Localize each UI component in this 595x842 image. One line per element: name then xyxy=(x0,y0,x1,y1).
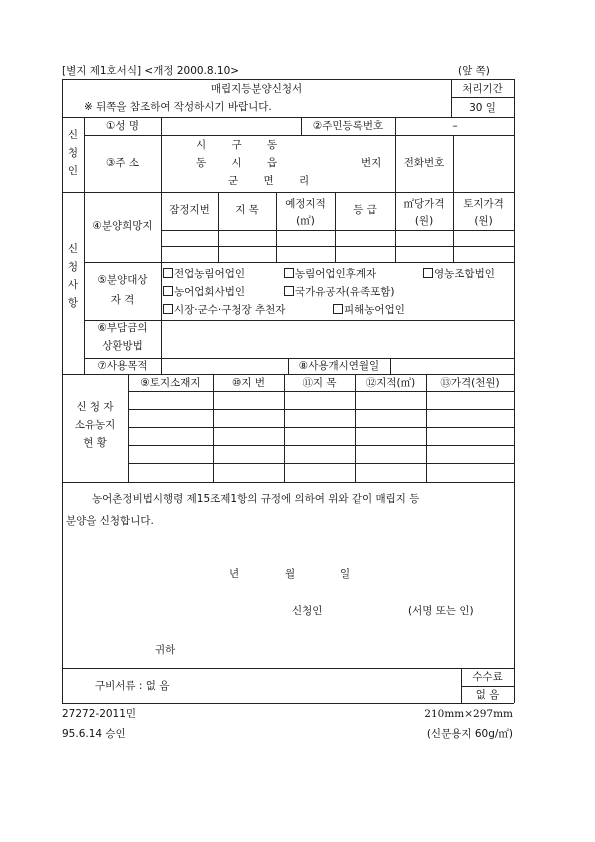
address-line-1: 시 구 동 xyxy=(196,139,278,151)
address-line-2: 동 시 읍 xyxy=(196,157,278,169)
name-label: ①성 명 xyxy=(105,120,140,132)
rrn-label: ②주민등록번호 xyxy=(312,120,384,132)
processing-period-label: 처리기간 xyxy=(462,83,503,95)
repayment-field[interactable] xyxy=(162,321,513,357)
col-lot-number: ⑩지 번 xyxy=(231,377,266,389)
col-category: ⑪지 목 xyxy=(302,377,337,389)
purpose-label: ⑦사용목적 xyxy=(97,360,148,372)
holdings-label-2: 소유농지 xyxy=(74,419,116,431)
checkbox[interactable] xyxy=(163,286,173,296)
col-grade: 등 급 xyxy=(353,204,377,216)
option-fulltime-farmer[interactable]: 전업농림어업인 xyxy=(163,268,245,280)
approval-date: 95.6.14 승인 xyxy=(62,728,126,740)
holdings-label-3: 현 황 xyxy=(83,437,107,449)
purpose-field[interactable] xyxy=(162,359,287,373)
declaration-line-2: 분양을 신청합니다. xyxy=(66,515,154,527)
paper-type: (신문용지 60g/㎡) xyxy=(426,728,513,740)
option-damaged-farmer[interactable]: 피해농어업인 xyxy=(333,304,405,316)
request-section-label: 신청사항 xyxy=(67,243,79,309)
date-year: 년 xyxy=(229,568,240,580)
col-provisional-lot: 잠정지번 xyxy=(169,204,210,216)
address-label: ③주 소 xyxy=(105,157,140,169)
form-number: 27272-2011민 xyxy=(62,708,137,720)
option-farming-union[interactable]: 영농조합법인 xyxy=(423,268,495,280)
col-price: ⑬가격(천원) xyxy=(440,377,500,389)
address-line-3: 군 면 리 xyxy=(228,175,310,187)
required-documents: 구비서류 : 없 음 xyxy=(95,680,170,692)
applicant-signature-label: 신청인 xyxy=(292,605,323,617)
addressee: 귀하 xyxy=(155,644,176,656)
name-field[interactable] xyxy=(162,118,300,134)
checkbox[interactable] xyxy=(163,268,173,278)
fee-label: 수수료 xyxy=(472,671,503,683)
holdings-label-1: 신 청 자 xyxy=(76,401,114,413)
phone-label: 전화번호 xyxy=(403,157,445,169)
col-planned-area: 예정지적 (㎡) xyxy=(285,198,326,227)
checkbox[interactable] xyxy=(163,304,173,314)
instruction-note: ※ 뒤쪽을 참조하여 작성하시기 바랍니다. xyxy=(84,101,272,113)
declaration-line-1: 농어촌정비법시행령 제15조제1항의 규정에 의하여 위와 같이 매립지 등 xyxy=(92,493,420,505)
signature-note: (서명 또는 인) xyxy=(408,605,474,617)
option-national-merit[interactable]: 국가유공자(유족포함) xyxy=(284,286,394,298)
option-agri-company[interactable]: 농어업회사법인 xyxy=(163,286,245,298)
phone-field[interactable] xyxy=(454,136,513,191)
option-successor[interactable]: 농림어업인후계자 xyxy=(284,268,376,280)
lot-number-label: 번지 xyxy=(361,157,382,169)
fee-value: 없 음 xyxy=(475,689,500,701)
col-land-category: 지 목 xyxy=(235,204,259,216)
start-date-label: ⑧사용개시연월일 xyxy=(298,360,380,372)
form-code: [별지 제1호서식] <개정 2000.8.10> xyxy=(62,65,240,77)
checkbox[interactable] xyxy=(284,268,294,278)
checkbox[interactable] xyxy=(423,268,433,278)
page-side: (앞 쪽) xyxy=(458,65,490,77)
checkbox[interactable] xyxy=(284,286,294,296)
processing-period-value: 30 일 xyxy=(469,102,496,114)
col-unit-price: ㎡당가격 (원) xyxy=(403,198,445,227)
date-month: 월 xyxy=(285,568,296,580)
applicant-section-label: 신청인 xyxy=(67,129,79,177)
rrn-field[interactable]: – xyxy=(452,120,458,132)
option-mayor-recommended[interactable]: 시장·군수·구청장 추천자 xyxy=(163,304,285,316)
checkbox[interactable] xyxy=(333,304,343,314)
paper-size: 210mm×297mm xyxy=(424,708,513,720)
repayment-label-1: ⑥부담금의 xyxy=(97,322,148,334)
form-title: 매립지등분양신청서 xyxy=(210,83,303,95)
repayment-label-2: 상환방법 xyxy=(102,340,143,352)
qualification-label-1: ⑤분양대상 xyxy=(97,274,148,286)
qualification-label-2: 자 격 xyxy=(110,294,135,306)
start-date-field[interactable] xyxy=(391,359,513,373)
date-day: 일 xyxy=(340,568,351,580)
desired-land-label: ④분양희망지 xyxy=(92,220,153,232)
col-land-location: ⑨토지소재지 xyxy=(140,377,201,389)
col-land-price: 토지가격 (원) xyxy=(463,198,504,227)
col-area: ⑫지적(㎡) xyxy=(365,377,416,389)
